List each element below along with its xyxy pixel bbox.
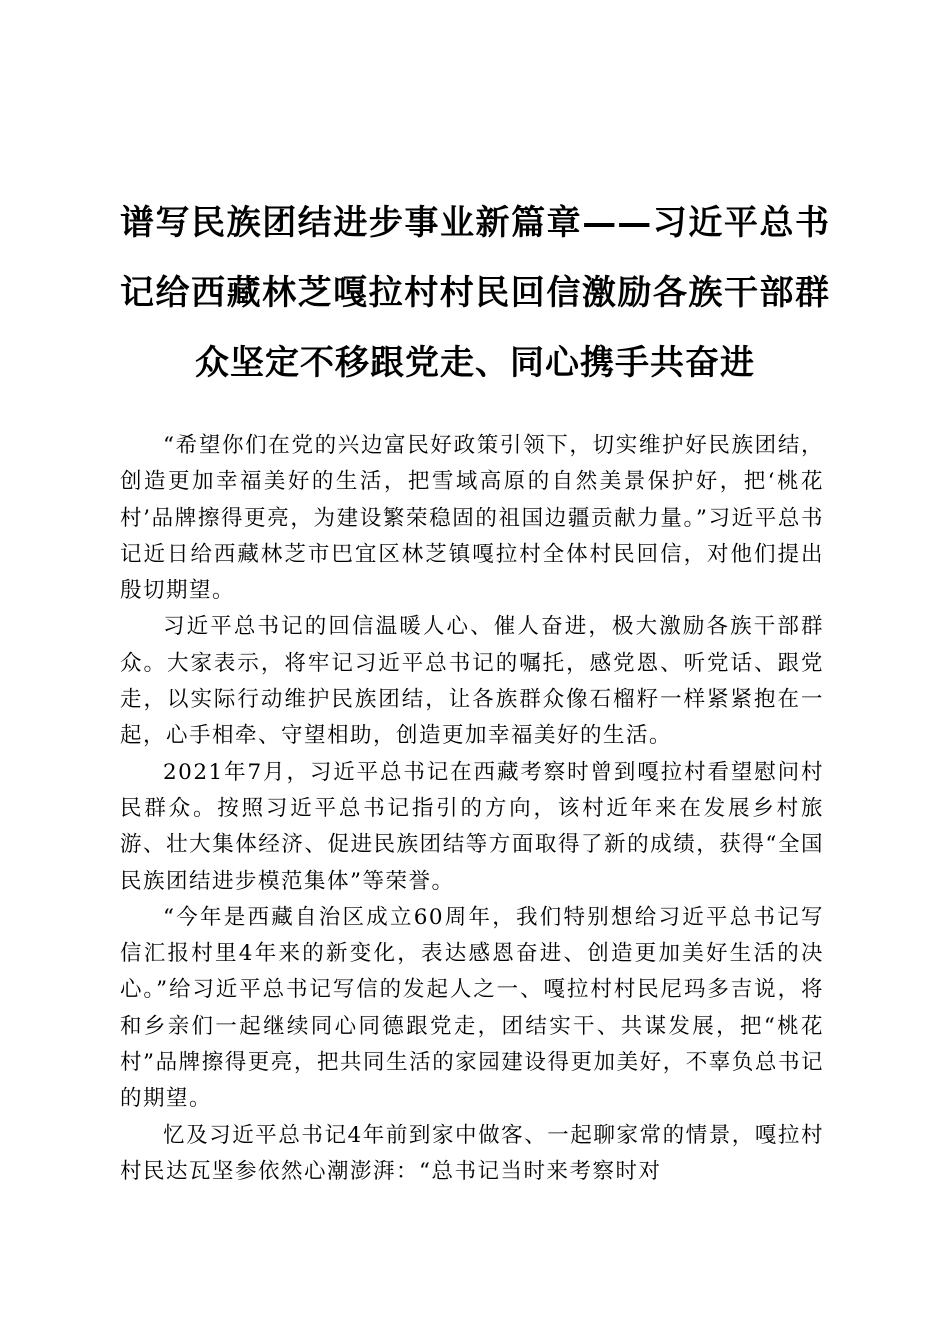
document-body	[120, 428, 824, 1190]
paragraph-1: “希望你们在党的兴边富民好政策引领下，切实维护好民族团结，创造更加幸福美好的生活，把雪域高原的自然美景保护好，把‘桃花村’品牌擦得更亮，为建设繁荣稳固的祖国边疆贡献力量。”习近平总书记近日给西藏林芝市巴宜区林芝镇嘎拉村全体村民回信，对他们提出殷切期望。	[120, 433, 824, 604]
document-title: 谱写民族团结进步事业新篇章——习近平总书记给西藏林芝嘎拉村村民回信激励各族干部群众坚定不移跟党走、同心携手共奋进	[120, 203, 830, 383]
paragraph-2: 习近平总书记的回信温暖人心、催人奋进，极大激励各族干部群众。大家表示，将牢记习近平总书记的嘱托，感党恩、听党话、跟党走，以实际行动维护民族团结，让各族群众像石榴籽一样紧紧抱在一起，心手相牵、守望相助，创造更加幸福美好的生活。	[120, 614, 824, 749]
paragraph-3: 2021年7月，习近平总书记在西藏考察时曾到嘎拉村看望慰问村民群众。按照习近平总书记指引的方向，该村近年来在发展乡村旅游、壮大集体经济、促进民族团结等方面取得了新的成绩，获得“全国民族团结进步模范集体”等荣誉。	[120, 759, 824, 894]
paragraph-5: 忆及习近平总书记4年前到家中做客、一起聊家常的情景，嘎拉村村民达瓦坚参依然心潮澎湃：“总书记当时来考察时对	[120, 1122, 824, 1184]
paragraph-4: “今年是西藏自治区成立60周年，我们特别想给习近平总书记写信汇报村里4年来的新变化，表达感恩奋进、创造更加美好生活的决心。”给习近平总书记写信的发起人之一、嘎拉村村民尼玛多吉说，将和乡亲们一起继续同心同德跟党走，团结实干、共谋发展，把“桃花村”品牌擦得更亮，把共同生活的家园建设得更加美好，不辜负总书记的期望。	[120, 904, 824, 1112]
